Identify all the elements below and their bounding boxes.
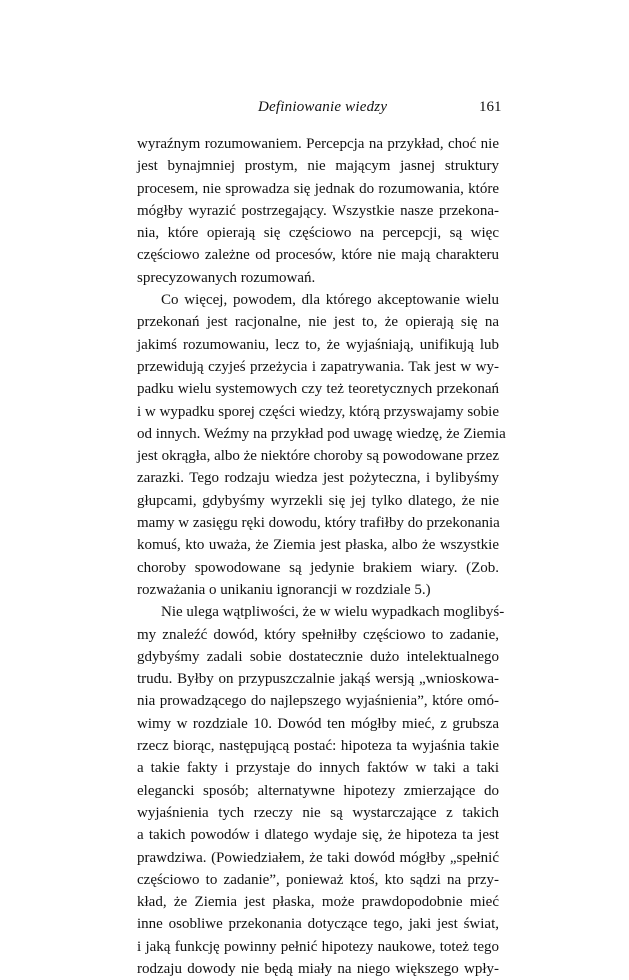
text-line: a takich powodów i dlatego wydaje się, że hipoteza ta jest <box>137 827 499 844</box>
text-line: Nie ulega wątpliwości, że w wielu wypadkach moglibyś- <box>161 604 505 621</box>
text-line: nia prowadzącego do najlepszego wyjaśnienia”, które omó- <box>137 693 499 710</box>
text-line: rodzaju dowody nie będą miały na niego większego wpły- <box>137 960 499 977</box>
text-line: inne osobliwe przekonania dotyczące tego, jaki jest świat, <box>137 916 499 933</box>
text-line: rzecz biorąc, następującą postać: hipoteza ta wyjaśnia takie <box>137 738 499 755</box>
text-line: gdybyśmy zadali sobie dostatecznie dużo intelektualnego <box>137 648 499 665</box>
text-line: wyjaśnienia tych rzeczy nie są wystarczające z takich <box>137 804 499 821</box>
text-line: padku wielu systemowych czy też teoretycznych przekonań <box>137 381 499 398</box>
text-line: jakimś rozumowaniu, lecz to, że wyjaśniają, unifikują lub <box>137 336 499 353</box>
text-line: rozważania o unikaniu ignorancji w rozdziale 5.) <box>137 581 431 598</box>
text-line: i jaką funkcję powinny pełnić hipotezy naukowe, toteż tego <box>137 938 499 955</box>
text-line: głupcami, gdybyśmy wyrzekli się jej tylko dlatego, że nie <box>137 492 499 509</box>
text-line: elegancki sposób; alternatywne hipotezy zmierzające do <box>137 782 499 799</box>
text-line: komuś, kto uważa, że Ziemia jest płaska, albo że wszystkie <box>137 537 499 554</box>
text-line: my znaleźć dowód, który spełniłby częściowo to zadanie, <box>137 626 499 643</box>
text-line: i w wypadku sporej części wiedzy, którą przyswajamy sobie <box>137 403 499 420</box>
text-line: nia, które opierają się częściowo na percepcji, są więc <box>137 225 499 242</box>
text-line: a takie fakty i przystaje do innych faktów w taki a taki <box>137 760 499 777</box>
text-line: kład, że Ziemia jest płaska, może prawdopodobnie mieć <box>137 894 499 911</box>
running-title: Definiowanie wiedzy <box>258 99 388 115</box>
text-line: trudu. Byłby on przypuszczalnie jakąś wersją „wnioskowa- <box>137 671 499 688</box>
text-line: mamy w zasięgu ręki dowodu, który trafiłby do przekonania <box>137 515 500 532</box>
text-line: wyraźnym rozumowaniem. Percepcja na przykład, choć nie <box>137 136 499 152</box>
text-line: częściowo zależne od procesów, które nie mają charakteru <box>137 247 499 264</box>
text-line: mógłby wyrazić postrzegający. Wszystkie nasze przekona- <box>137 202 499 219</box>
text-line: sprecyzowanych rozumowań. <box>137 269 316 286</box>
text-line: Co więcej, powodem, dla którego akceptowanie wielu <box>161 292 499 309</box>
text-line: wimy w rozdziale 10. Dowód ten mógłby mieć, z grubsza <box>137 715 499 732</box>
text-line: przekonań jest racjonalne, nie jest to, że opierają się na <box>137 314 499 331</box>
text-line: częściowo to zadanie”, ponieważ ktoś, kto sądzi na przy- <box>137 871 499 888</box>
text-line: procesem, nie sprowadza się jednak do rozumowania, które <box>137 180 499 197</box>
page-number: 161 <box>479 99 502 115</box>
text-line: przewidują czyjeś przeżycia i zapatrywania. Tak jest w wy- <box>137 358 499 375</box>
text-line: jest bynajmniej prostym, nie mającym jasnej struktury <box>137 158 499 175</box>
text-line: choroby spowodowane są jedynie brakiem wiary. (Zob. <box>137 559 499 576</box>
text-line: od innych. Weźmy na przykład pod uwagę wiedzę, że Ziemia <box>137 425 506 442</box>
text-line: prawdziwa. (Powiedziałem, że taki dowód mógłby „spełnić <box>137 849 499 866</box>
body-text <box>137 133 506 980</box>
text-line: jest okrągła, albo że niektóre choroby są powodowane przez <box>137 448 499 465</box>
text-line: zarazki. Tego rodzaju wiedza jest pożyteczna, i bylibyśmy <box>137 470 499 487</box>
